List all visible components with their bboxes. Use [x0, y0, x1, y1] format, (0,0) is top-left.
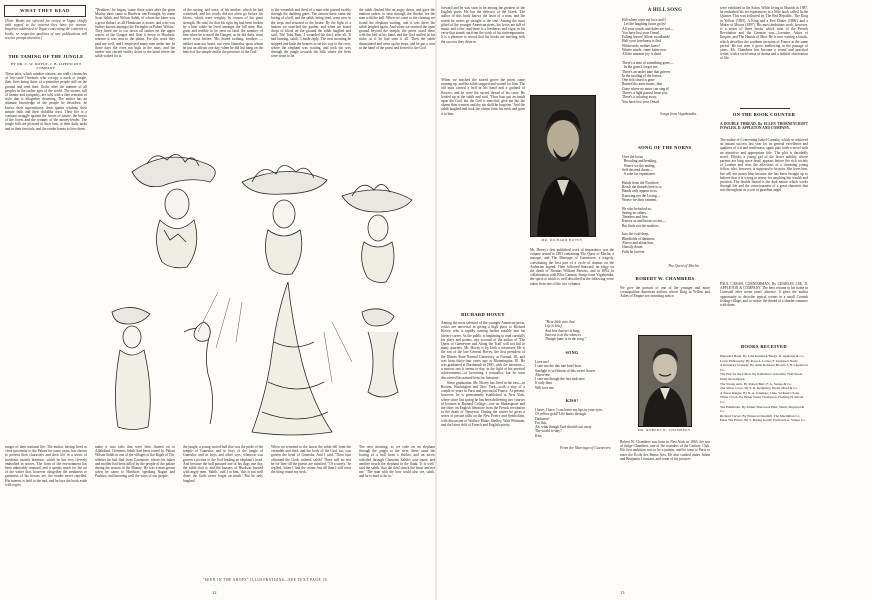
hill-song-verse: Hill where once my love and I Let the laughing hours go by! All your woods and dales are sad— You have lost your Oread. Falling leaves! Silent woodlands! Half your loveliness is fled. Wildwoods, neither knew! Winter winds, come bitter now All the summer joy is dead. There's a note of something gone— In the grass I forgot me. There's an under tone that grieves In the rustling of the leaves. One rich chord is gone Ruined the aster music, that Gone where no moor can sing it! There's a light passed from you, There's a coloring away, You have lost your Oread. [622, 18, 674, 104]
book-counter-review: The author of Concerning Isabel Carnaby, which so achieved an instant success last year for its general excellence and qualities of wit and tenderness, again puts forth a novel with an attractive and appropriate title. The plot is decidedly novel. Elfrida, a young girl of the lesser nobility whose parents are long since dead, appears before the rich society of London and wins the affections of a charming young fellow, who, however, is supposed to be poor. She loves him, but will not marry him because she has been brought up to believe that it is wrong to marry for anything but wealth and position. The double thread is the dual nature which works through life and the consciousness of a great character that acts throughout as a sort of guardian angel. [720, 138, 808, 193]
portrait-image [531, 96, 595, 236]
heading-richard-hovey: RICHARD HOVEY [461, 312, 505, 317]
portrait-caption-hovey: MR. RICHARD HOVEY [541, 238, 583, 242]
review-column-3: of the saying, and were, of his mother, which he had witnessed; and his words did not often go before his blows, which were weighty by reason of his great strength. He said, for that his right leg had been broken by a bear while he lived amongst the hill men. But, great and terrible to be seen on land, the monkey of him when he crossed the Ganges, as he did daily, must never cross before. 'His feared nothing, brothers — neither man nor beast, nor even Gunesha, upon whom he put an affront one day, when he did but hang on the bench of the temple and in the presence of the God.' [183, 8, 263, 55]
review-byline: BY DR. C. W. DOYLE. J. B. LIPPINCOTT COMPANY [10, 62, 82, 70]
chambers-article: Robert W. Chambers was born in New York in 1865, the son of Judge Chambers, one of the founders of the Century Club. His first ambition was to be a painter, and he went to Paris to enter the École des Beaux Arts. He also studied under Julien and Benjamin Constant, and some of his pictures [620, 440, 710, 461]
illustration-caption: "SEEN IN THE SHOPS" ILLUSTRATIONS—SEE TEXT PAGE 10 [202, 578, 328, 582]
robert-chambers-portrait [638, 335, 692, 427]
book-counter-subhead: A DOUBLE THREAD. By ELLEN THORNEYCROFT FOWLER. D. APPLETON AND COMPANY. [720, 122, 808, 131]
page-number-right: 13 [620, 590, 625, 595]
bottom-column-3: the jungle, a young sacred bull that was the pride of the temple of Gunesha; and in boys of the jungle of Gunesha; and in boys and other toys, whereon was graven a picture of the God leading an elephant's head. And because the bull pursued one of his dogs one day, the sahib shot it; and the bazaars of Hurdwar buzzed with angry men. 'Sahib,' said I to him, 'this is not well done; the Gods never forget an insult.' But he only laughed. [183, 445, 263, 483]
bottom-column-2: make it into rafts that were then floated on to Allahabad. Clements Sahib had been found by Pahari Wilson Sahib in one of the villages of the Rajah of Tiri, whither he had fled from Cawnpore, where his father and mother had been killed by the people of the palace during the season of the Mutiny. He was a man grown when he came to Hurdwar, speaking Nagari and Pushtoo, and knowing well the ways of our people. [95, 445, 175, 479]
chambers-intro: We give the portrait of one of the younger and more cosmopolitan American authors whose King in Yellow and Ashes of Empire are attracting notice. [620, 286, 710, 299]
hill-song-source: Songs from Vagabondia. [660, 112, 698, 116]
heading-kiss: KISS! [565, 398, 579, 403]
fashion-illustration [92, 142, 432, 442]
heading-robert-chambers: ROBERT W. CHAMBERS [635, 276, 695, 281]
heading-book-counter: ON THE BOOK COUNTER [732, 112, 796, 117]
review-column-5: the sahib flushed like an angry dawn, and gave the mahout orders to beat through the thicket for the man with the bell. When we came to the clearing we found the elephant waiting, and it was there the sahib laughed again. And when we reached the open ground beyond the temple, the priest stood there with the bell in his hand, and the God smiled in his niche as if he had seen it all. Then the sahib dismounted and went up the steps, and he put a coin in the hand of the priest and bowed to the God. [359, 8, 435, 50]
portrait-caption-chambers: MR. ROBERT W. CHAMBERS [637, 428, 691, 432]
norns-verse: Over the loom Brooding and bending, Weave we the ending, Self-decreed doom— A robe for repentance. Hands from the Nowhere Reach the threads here to u; Hands only appear to us, Knowing not the Living— Weave we their raiment. He who befooled us, Seeing no others, Timeless and free, Knows us and knows us not— But finds not the mothers. Into the void deep, Blindfolds of darkness Above and about him, Ghostly doom Falls he forever. [622, 155, 666, 254]
page-gutter [435, 0, 437, 600]
norns-source: The Quest of Merlin. [668, 264, 700, 268]
kiss-source: From the Marriage of Guenevere. [560, 446, 612, 450]
right-column-1-top: forward and he was soon to be among the greatest of the English poets. He has the delicacy of the Greek. The author of this book knows the heart of a man, and the words he writes go straight to the soul. Among the most gifted of the younger American poets, his lyrics are full of music and color, and there is a freshness and vigor in his verse that stands out from the work of his contemporaries. It is a pleasure to record that his books are meeting with the success they deserve. [441, 6, 525, 44]
portrait-image-chambers [639, 336, 691, 426]
song-verse: Love me! I care not the this one brief hour Sunlight is yet bloom of this sweet flower Above me. I care not though the fast sink now If only thou Wilt love me. [535, 360, 596, 390]
chambers-article-cont: were exhibited in the Salon. While living in Munich in 1887, he embodied his art experiences in a little book called In the Quarter. This was followed by The Red Republic, The King in Yellow (1895), A King and a Few Dukes (1896), and a Maker of Moons (1897). His most ambitious work, however, is a series of three books which treat of the French Revolution and the German war—Lorraine, Ashes of Empire, and The Haunts of Men. He is now writing a fourth, which describes the southern invasion of France at the same period. He has seen it grow, mellowing in the passage of years. Mr. Chambers has become a sound and practical writer, with a vivid sense of drama and a faithful observation of life. [720, 6, 808, 61]
bottom-column-1: ranges of their national life. The author, having lived in close proximity to the Pahars for some years, has chosen to present their characters and their life in a series of incidents, mainly dramatic, which he has very cleverly embodied in stories. The form of the environment has been admirably retained, and it speaks much for the art of the writer that, however altogether the weakness or greatness of his heroes are, the reader never repelled. His interest is held to the end, and he lays the book aside with regret. [5, 445, 87, 487]
divider-rule [740, 108, 790, 109]
richard-hovey-portrait [530, 95, 596, 237]
bottom-column-5: The next morning, as we rode on an elephant through the jungle to the river, there came the lowing of a bull from a thicket, and an arrow whistled through Clements Sahib's sola topee, and another struck the elephant in the flank. 'It is well,' said the sahib, 'that the thief struck the beast and not me.' 'The man with the bow could also see, sahib, and he is mad to do so.' [359, 445, 435, 479]
richard-hovey-article-cont: Mr. Hovey's first published work of importance was the volume issued in 1891 containing The Quest of Merlin, a masque, and The Marriage of Guenevere, a tragedy, constituting the first part of a cycle of dramas on the Arthurian legend. Then followed Seaward, an elegy on the death of Thomas William Parsons, and in 1894, in collaboration with Bliss Carman, Songs from Vagabondia, the spirit of which is well described in the following verse taken from one of the two volumes. [530, 248, 614, 286]
heading-norns: SONG OF THE NORNS [638, 145, 692, 150]
review-title: THE TAMING OF THE JUNGLE [8, 54, 84, 59]
richard-hovey-article: Among the most talented of the younger American poets, critics are universal in giving a high place to Richard Hovey, who is rapidly coming further notably into his literary career. As the public is beginning to read carefully his plays and poems, any account of the author of 'The Quest of Guenevere and Along the Trail' will not fail in many quarters. Mr. Hovey is by birth a westerner. He is the son of the late General Hovey, the first president of the Illinois State Normal University, at Normal, Ill., and was born thirty-four years ago at Bloomington, Ill. He was graduated at Dartmouth in 1885, with the intention—a curious one it seems to-day, in the light of his poetical achievements—of becoming a naturalist; but he soon discovered his natural bent for literature. Since graduation, Mr. Hovey has lived in the east—in Boston, Washington and New York—with a stay of a couple of years in Paris and provincial France. At present, however, he is permanently established in New York, where since last spring he has been delivering two courses of lectures at Barnard College—one on Shakespeare and the other on English literature from the French revolution to the death of Tennyson. During the winter he gives a series of private talks on the New Poetry and Symbolism, with discussion of Wallace Blake, Shelley, Walt Whitman, and the latest drift of French and English poetry. [441, 321, 525, 427]
review-column-2: "'Brothers,' he began, 'some three years after the great Mutiny there came to Hurdwar one Feringhi, by name Scott Sahib, and Wilson Sahib, of whom the latter was a great shikari, as all Hindustan is aware, and who was further known amongst the Feringhis as Pahari Wilson.' They hired me to cut down all timber on the upper waters of the Ganges and float it down to Hurdwar, whence it was sent to the plains. For this work they paid me well, and I employed many men under me. In those days the river ran high in the rains, and the timber was carried swiftly down to the bend where the sahib waited for it. [95, 8, 175, 59]
heading-song: SONG [565, 350, 579, 355]
kiss-verse: I have, I have, I can leave my lips in your eyes. Of yellow gold! Life burns through Darkness! For this, Ah, what though God should cast away The world to-day? Kiss. [535, 408, 603, 438]
book-counter-review-2: PAUL CARAH, CORNISHMAN. By CHARLES LEE. D. APPLETON & COMPANY. The hero returns to his home in Cornwall after seven years' absence. It gives the author opportunity to describe typical scenes in a small Cornish fishing-village, and to weave the thread of a slender romance with them. [720, 282, 808, 308]
review-column-1: These tales, which number sixteen, are really chronicles of low-caste Orientals who occupy a nook of jungle, their lives being those of a primitive people still on the ground and tend their flocks after the manner of all peoples in the earlier ages of the world. The stories, full of humor and sympathy, are told with a fine restraint of style that is altogether charming. The author has an intimate knowledge of the people he describes; he knows their superstitions, their quaint wisdom, their simple faith and their childlike trust. Their life is a constant struggle against the forces of nature, the beasts of the forest and the tyranny of the money-lender. The jungle folk are pictured in their huts, at their daily tasks and in their festivals, and the reader learns to love them. [5, 72, 87, 131]
hovey-quote: "Here little care that Life is brief, And less that art is long, Success is in the silences Though fame is in the song." [545, 320, 587, 342]
right-column-1-mid: 'When we reached the sacred grove the priest came running up, and the sahib stopped and waited for him. The old man carried a bell in his hand and a garland of flowers, and he wore the sacred thread of his caste. He looked up at the sahib and said, 'Thou hast put an insult upon the God, but the God is merciful; give me but the charm thou wearest and thy sin shall be forgiven.' And the sahib laughed and took the charm from his neck and gave it to him. [441, 78, 525, 116]
books-received-list: Pharaoh's Hand. By John Kendrick Bangs. D. Appleton & Co. Loves Philosophy. By Rosa A. Locke; F. Tennyson Neely. A Kentucky Comedy. By Anna Robeson Brown. J. B. Lippincott Co. The War for the Union. By Kimahan Cornwallis; Wall Street Daily Investigator. The Strong Arm. By Robert Barr; F. A. Stokes & Co. The Silver Cross. By S. R. Keightley; Dodd, Mead & Co. A Texas Ranger. By N. A. Jennings; Chas. Scribner's Sons. White Crook. By Helen Stuart Thompson; Fleming H. Revell Co. The Pathfinder. By Arthur Sherwood Platt; Small, Maynard & Co. Richard Carvel. By Winston Churchill. The Macmillan Co. False The Prince. By S. Baring Gould; Frederick A. Stokes Co. [720, 354, 808, 423]
bottom-column-4: When we returned to the house the sahib fell from the verandah and died, and the body of the God, too, was graven the head of Gunesha. And I said, 'Thou hast affronted the Gods, indeed, sahib!' There will no rest be for thee till the priests are satisfied.' 'Of a surety,' he replied, 'when I find the owner; but till then I will wear the thing round my neck.' [271, 445, 351, 475]
section-box-what-they-read: WHAT THEY READ [4, 5, 86, 17]
heading-books-received: BOOKS RECEIVED [741, 344, 787, 349]
intro-note: [Note. Books are selected for review in Vogue chiefly with regard to the interest they have for women. Inquiries addressed to Vogue concerning the contents of books, or respective qualities of new publications will receive prompt attention.] [5, 19, 87, 40]
heading-hill-song: A HILL SONG [647, 8, 683, 13]
review-column-4: to the verandah and fired of a man who passed swiftly through the darkling gates. The answer there came the loving of a bell; and the sahib, being tired, went over to the steps and returned to the house. By the light of a lantern we searched the garden, and when we found drops of blood on the ground the sahib laughed and said, 'Ah! Tulsi Ram,' I wounded the thief, after all. 'It had hunting, sahib,' I made reply. The next morning he stopped and bade the bearers to set his way to the river, where the elephant was waiting, and took the way through the jungle towards the hills where the lions were wont to lie. [271, 8, 351, 59]
page-number-left: 12 [212, 590, 217, 595]
